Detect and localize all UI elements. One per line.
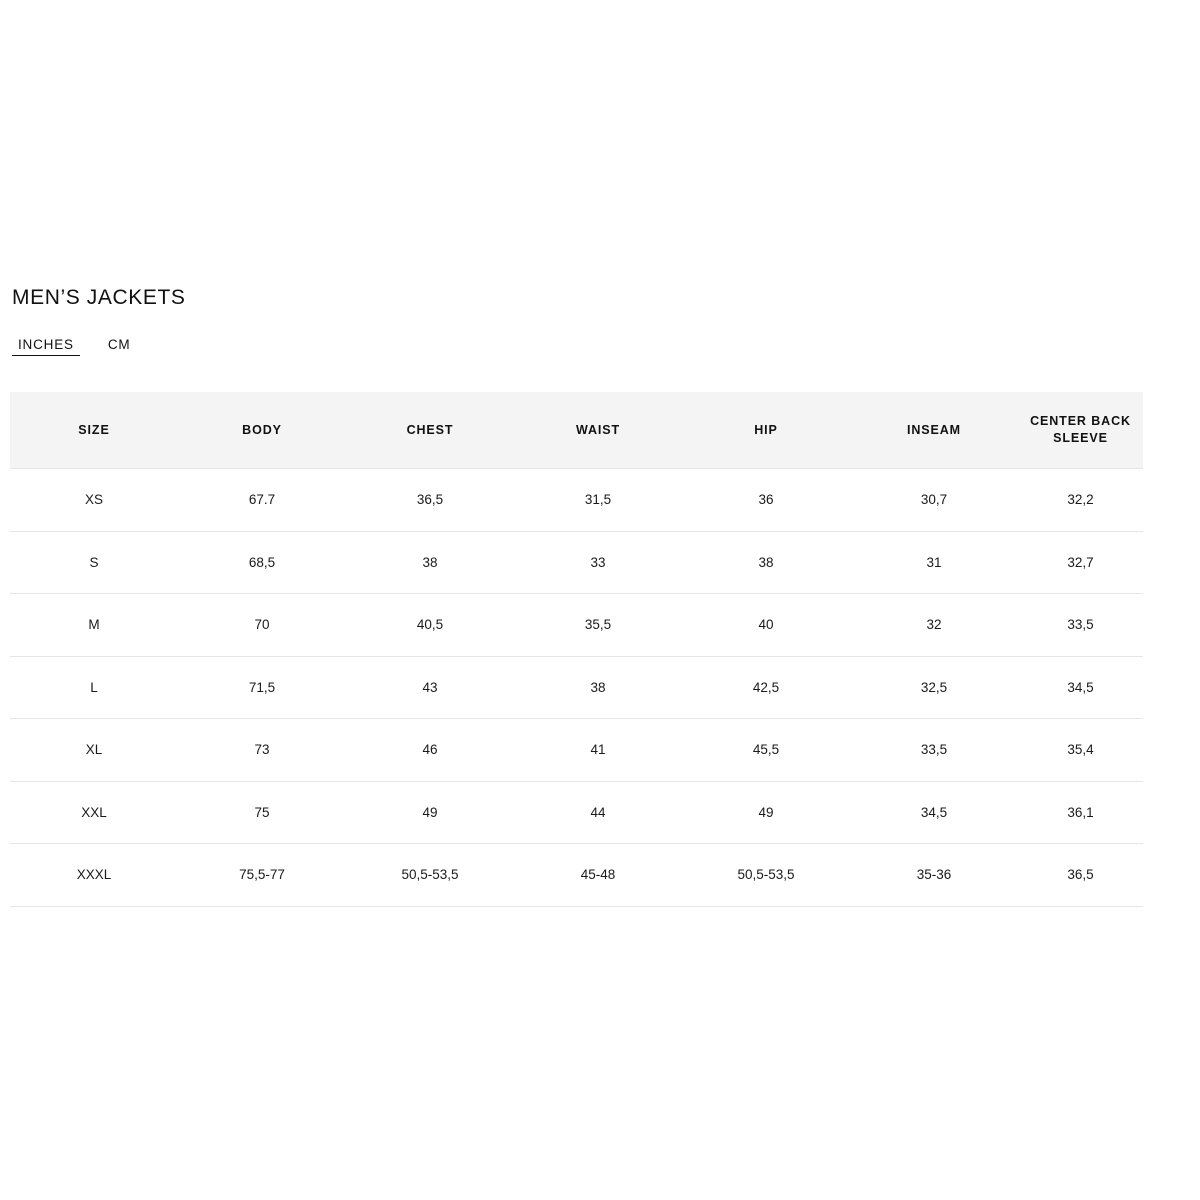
table-row (10, 781, 1143, 844)
column-header-center-back-sleeve: CENTER BACK SLEEVE (1018, 392, 1143, 469)
cell-center-back-sleeve: 35,4 (1018, 719, 1143, 782)
cell-waist: 33 (514, 531, 682, 594)
column-header-waist: WAIST (514, 392, 682, 469)
column-header-body: BODY (178, 392, 346, 469)
table-header (10, 392, 1143, 469)
unit-toggle-group (12, 336, 1190, 356)
cell-size: XXL (10, 781, 178, 844)
size-chart-table (10, 392, 1143, 907)
table-row (10, 531, 1143, 594)
table-row (10, 594, 1143, 657)
table-header-row (10, 392, 1143, 469)
cell-body: 68,5 (178, 531, 346, 594)
cell-chest: 49 (346, 781, 514, 844)
cell-size: M (10, 594, 178, 657)
cell-size: XS (10, 469, 178, 532)
size-guide-content (10, 286, 1190, 907)
cell-center-back-sleeve: 33,5 (1018, 594, 1143, 657)
cell-waist: 45-48 (514, 844, 682, 907)
cell-chest: 43 (346, 656, 514, 719)
cell-hip: 50,5-53,5 (682, 844, 850, 907)
table-row (10, 719, 1143, 782)
unit-tab-cm[interactable]: CM (102, 336, 137, 356)
cell-inseam: 31 (850, 531, 1018, 594)
unit-tab-inches[interactable]: INCHES (12, 336, 80, 356)
cell-body: 73 (178, 719, 346, 782)
cell-chest: 38 (346, 531, 514, 594)
cell-waist: 38 (514, 656, 682, 719)
cell-hip: 38 (682, 531, 850, 594)
column-header-inseam: INSEAM (850, 392, 1018, 469)
cell-chest: 40,5 (346, 594, 514, 657)
cell-waist: 41 (514, 719, 682, 782)
cell-center-back-sleeve: 36,5 (1018, 844, 1143, 907)
cell-inseam: 33,5 (850, 719, 1018, 782)
cell-inseam: 34,5 (850, 781, 1018, 844)
cell-body: 67.7 (178, 469, 346, 532)
cell-hip: 45,5 (682, 719, 850, 782)
cell-body: 70 (178, 594, 346, 657)
cell-inseam: 35-36 (850, 844, 1018, 907)
cell-chest: 50,5-53,5 (346, 844, 514, 907)
cell-body: 75 (178, 781, 346, 844)
column-header-size: SIZE (10, 392, 178, 469)
table-body (10, 469, 1143, 907)
table-row (10, 844, 1143, 907)
cell-hip: 42,5 (682, 656, 850, 719)
cell-center-back-sleeve: 32,7 (1018, 531, 1143, 594)
column-header-chest: CHEST (346, 392, 514, 469)
cell-inseam: 32 (850, 594, 1018, 657)
cell-center-back-sleeve: 34,5 (1018, 656, 1143, 719)
cell-size: S (10, 531, 178, 594)
cell-chest: 46 (346, 719, 514, 782)
cell-waist: 44 (514, 781, 682, 844)
cell-chest: 36,5 (346, 469, 514, 532)
cell-waist: 31,5 (514, 469, 682, 532)
cell-size: XXXL (10, 844, 178, 907)
cell-inseam: 30,7 (850, 469, 1018, 532)
table-row (10, 656, 1143, 719)
cell-body: 75,5-77 (178, 844, 346, 907)
cell-center-back-sleeve: 36,1 (1018, 781, 1143, 844)
cell-hip: 36 (682, 469, 850, 532)
column-header-hip: HIP (682, 392, 850, 469)
cell-body: 71,5 (178, 656, 346, 719)
cell-waist: 35,5 (514, 594, 682, 657)
cell-hip: 49 (682, 781, 850, 844)
cell-size: XL (10, 719, 178, 782)
page-title: MEN’S JACKETS (12, 286, 186, 309)
cell-hip: 40 (682, 594, 850, 657)
cell-center-back-sleeve: 32,2 (1018, 469, 1143, 532)
table-row (10, 469, 1143, 532)
cell-inseam: 32,5 (850, 656, 1018, 719)
cell-size: L (10, 656, 178, 719)
